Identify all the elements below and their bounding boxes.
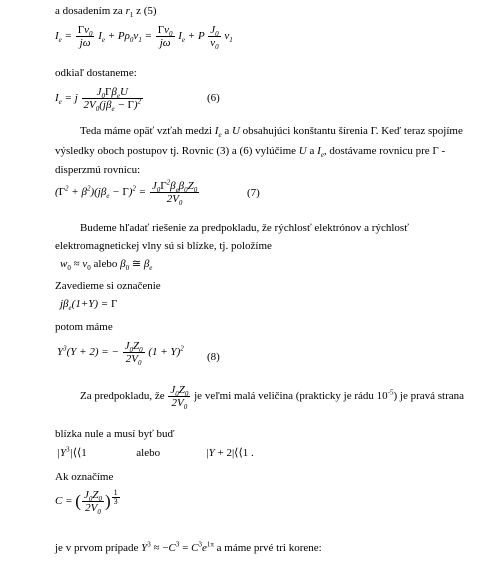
text-line: odkiaľ dostaneme: [55, 67, 137, 79]
equation: $j\beta_e(1+Y) = \Gamma$ [60, 298, 118, 313]
equation: C = ( $\frac{J_0Z_0}{2V_0}$ ) $\frac{1}{3}$ [55, 488, 118, 517]
equation: $(\Gamma^2 + \beta^2)(j\beta_e - \Gamma)^2$ = $\frac{J_0\Gamma^2\beta_e\beta_0Z_0}{2V_0}$ [55, 178, 198, 208]
equation-number: (8) [207, 351, 220, 363]
equation: $I_e = j$ $\frac{J_0\Gamma\beta_eU}{2V_0(j\beta_e - \Gamma)^2}$ [55, 86, 142, 114]
text-line: Ak označíme [55, 471, 114, 483]
text-line: je v prvom prípade $Y^3 \approx -C^3 = C^3e^{1\pi}$ a máme prvé tri korene: [55, 540, 322, 554]
text-line: potom máme [55, 321, 113, 333]
text-fragment: a dosadením za [55, 5, 123, 17]
equation-number: (6) [207, 92, 220, 104]
equation: $Y^3(Y + 2)$ = − $\frac{J_0Z_0}{2V_0}$ $(1 + Y)^2$ [57, 340, 184, 368]
text-line: a dosadením za $r_1$ z (5) [55, 5, 157, 20]
text-line: Za predpokladu, že $\frac{J_0Z_0}{2V_0}$ je veľmi malá veličina (prakticky je rádu $10^{-5}$) je pravá strana [80, 384, 465, 412]
text-line: blízka nule a musí byť buď [55, 428, 175, 440]
text-line: výsledky oboch postupov tj. Rovnic (3) a (6) vylúčime U a $I_e$, dostávame rovnicu pre Γ - [55, 145, 446, 160]
text-line: Teda máme opäť vzťah medzi $I_e$ a U obsahujúci konštantu šírenia Γ. Keď teraz spojíme [80, 125, 463, 140]
text-line: $|Y^3|⟨⟨1$ alebo |Y + 2|⟨⟨1 . [57, 445, 254, 459]
text-fragment: z (5) [136, 5, 157, 17]
equation: $I_e$ = $\frac{\Gamma v_0}{j\omega}$ $I_e + P\rho_0v_1$ = $\frac{\Gamma v_0}{j\omega}$ $I_e + P$ $\frac{J_0}{v_0}$ $v_1$ [55, 24, 233, 52]
text-line: disperzmú rovnicu: [55, 164, 141, 176]
text-line: elektromagnetickej vlny sú si blízke, tj. položíme [55, 240, 272, 252]
equation-number: (7) [247, 187, 260, 199]
text-line: Zavedieme si označenie [55, 280, 161, 292]
text-line: Budeme hľadať riešenie za predpokladu, že rýchlosť elektrónov a rýchlosť [80, 222, 409, 234]
text-line: $w_0 \approx v_0$ alebo $\beta_0$ ≅ $\beta_e$ [60, 258, 153, 273]
